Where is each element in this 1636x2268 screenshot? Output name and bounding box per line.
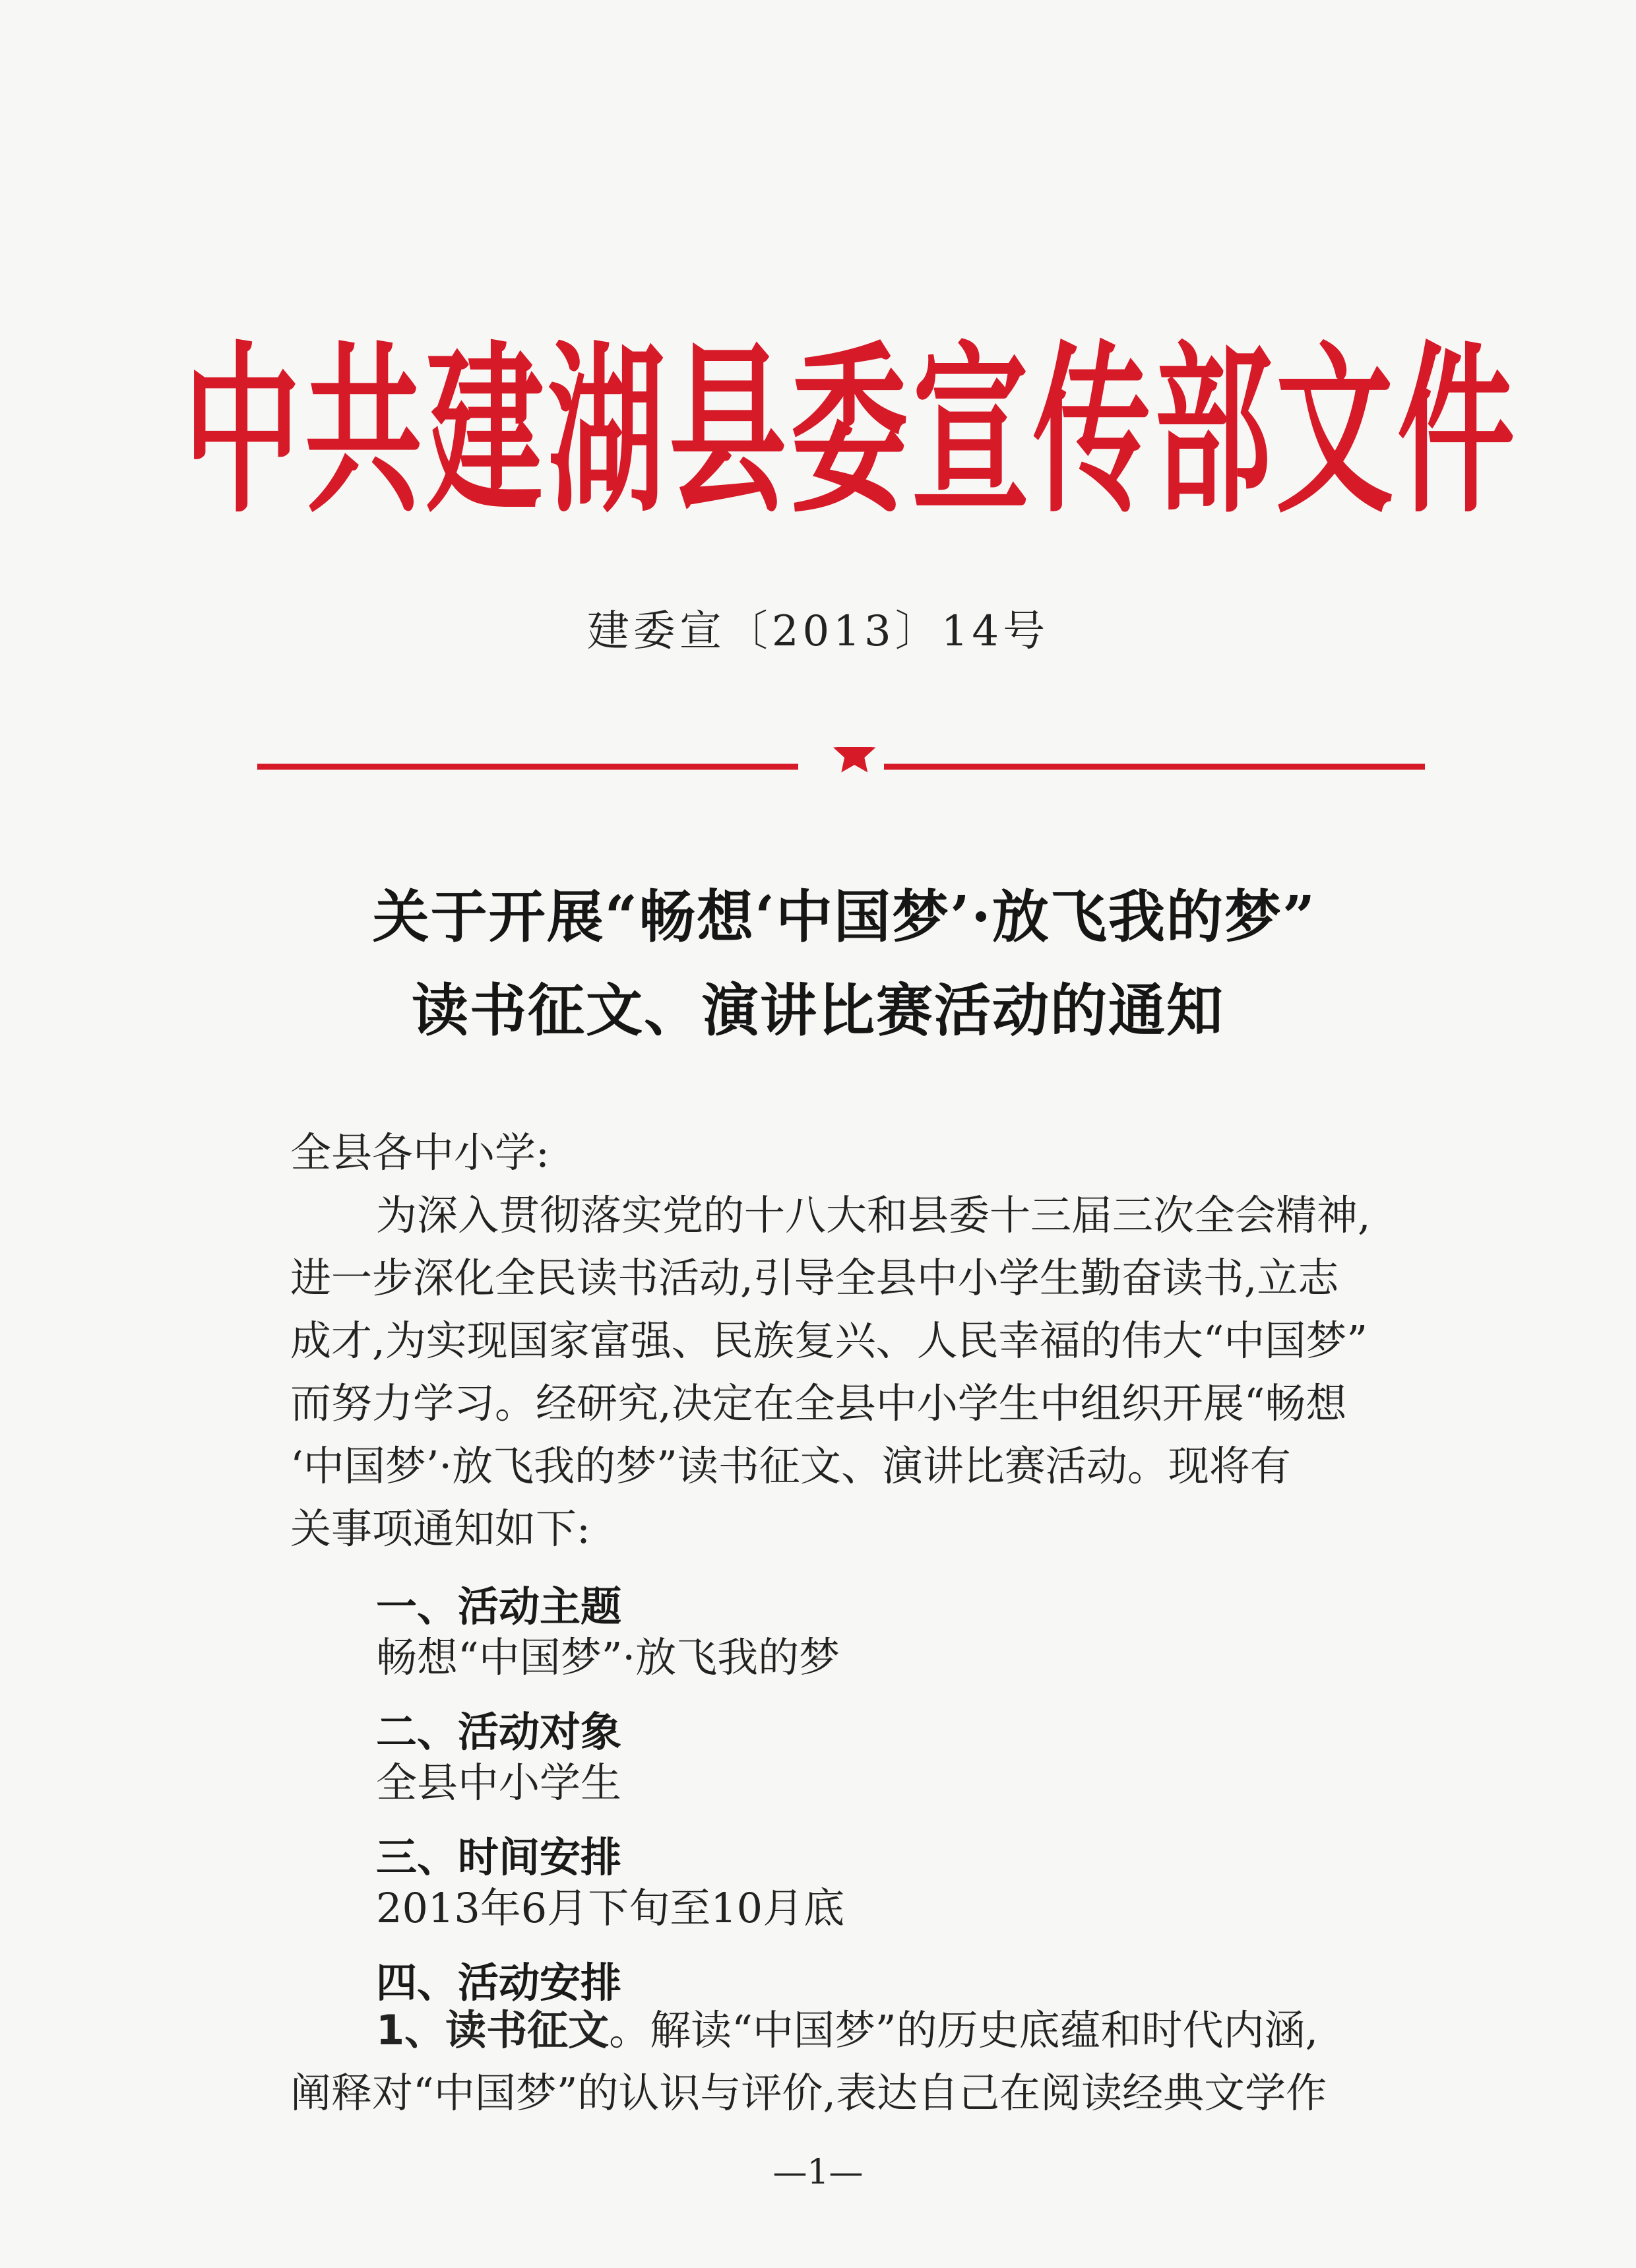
section-4-heading: 四、活动安排 — [376, 1959, 622, 2007]
red-star-icon — [833, 747, 875, 772]
section-4-item-1-line-2: 阐释对“中国梦”的认识与评价,表达自己在阅读经典文学作 — [290, 2069, 1327, 2117]
item-1-label: 1、读书征文 — [376, 2006, 610, 2054]
notice-title-line-2: 读书征文、演讲比赛活动的通知 — [412, 977, 1224, 1044]
intro-line-4: 而努力学习。经研究,决定在全县中小学生中组织开展“畅想 — [290, 1379, 1347, 1427]
item-1-text: 。解读“中国梦”的历史底蕴和时代内涵, — [609, 2006, 1319, 2054]
section-3-heading: 三、时间安排 — [376, 1833, 622, 1881]
document-number: 建委宣〔2013〕14号 — [586, 607, 1050, 656]
section-4-item-1 — [376, 1999, 1318, 2061]
masthead-title: 中共建湖县委宣传部文件 — [183, 325, 1519, 538]
section-1-body: 畅想“中国梦”·放飞我的梦 — [376, 1633, 840, 1681]
section-3-body: 2013年6月下旬至10月底 — [376, 1884, 845, 1932]
section-1-heading: 一、活动主题 — [376, 1582, 622, 1631]
salutation: 全县各中小学: — [290, 1128, 550, 1177]
intro-line-1: 为深入贯彻落实党的十八大和县委十三届三次全会精神, — [376, 1191, 1371, 1239]
red-divider — [257, 747, 1425, 787]
notice-title-line-1: 关于开展“畅想‘中国梦’·放飞我的梦” — [372, 884, 1317, 950]
intro-line-3: 成才,为实现国家富强、民族复兴、人民幸福的伟大“中国梦” — [290, 1316, 1368, 1365]
section-2-heading: 二、活动对象 — [376, 1708, 622, 1756]
intro-line-2: 进一步深化全民读书活动,引导全县中小学生勤奋读书,立志 — [290, 1254, 1339, 1302]
intro-line-5: ‘中国梦’·放飞我的梦”读书征文、演讲比赛活动。现将有 — [290, 1442, 1291, 1490]
intro-line-6: 关事项通知如下: — [290, 1505, 590, 1553]
section-2-body: 全县中小学生 — [376, 1759, 622, 1807]
page-number: —1— — [772, 2153, 864, 2192]
